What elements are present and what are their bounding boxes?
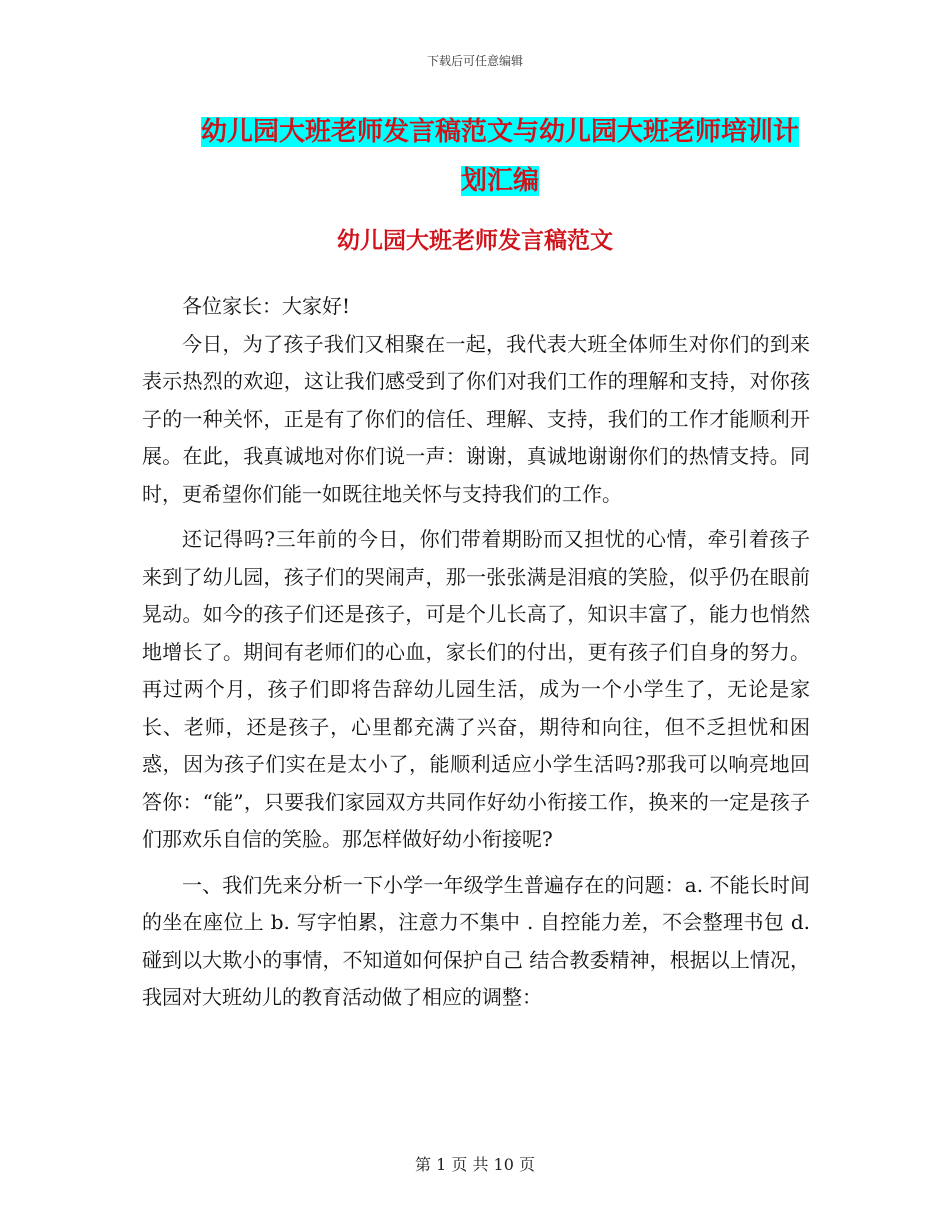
paragraph: 还记得吗?三年前的今日，你们带着期盼而又担忧的心情，牵引着孩子来到了幼儿园，孩子们的哭闹声，那一张张满是泪痕的笑脸，似乎仍在眼前晃动。如今的孩子们还是孩子，可是个儿长高了，知识丰富了，能力也悄然地增长了。期间有老师们的心血，家长们的付出，更有孩子们自身的努力。 再过两个月，孩子们即将告辞幼儿园生活，成为一个小学生了，无论是家长、老师，还是孩子，心里都充满了兴奋，期待和向往，但不乏担忧和困惑，因为孩子们实在是太小了，能顺利适应小学生活吗?那我可以响亮地回答你：“能”，只要我们家园双方共同作好幼小衔接工作，换来的一定是孩子们那欢乐自信的笑脸。那怎样做好幼小衔接呢?: [142, 527, 810, 851]
paragraph: 一、我们先来分析一下小学一年级学生普遍存在的问题：a. 不能长时间的坐在座位上 b. 写字怕累，注意力不集中 . 自控能力差，不会整理书包 d. 碰到以大欺小的事情，不知道如何保护自己 结合教委精神，根据以上情况，我园对大班幼儿的教育活动做了相应的调整：: [142, 872, 810, 1009]
document-title: [190, 108, 810, 206]
document-title-text: 幼儿园大班老师发言稿范文与幼儿园大班老师培训计划汇编: [200, 117, 799, 196]
document-body: [142, 288, 810, 1017]
page-footer: 第 1 页 共 10 页: [415, 1155, 535, 1174]
paragraph: 今日，为了孩子我们又相聚在一起，我代表大班全体师生对你们的到来表示热烈的欢迎，这让我们感受到了你们对我们工作的理解和支持，对你孩子的一种关怀，正是有了你们的信任、理解、支持，我们的工作才能顺利开展。在此，我真诚地对你们说一声：谢谢，真诚地谢谢你们的热情支持。同时，更希望你们能一如既往地关怀与支持我们的工作。: [142, 331, 810, 506]
paragraph-greeting: 各位家长：大家好!: [182, 294, 351, 318]
section-title: 幼儿园大班老师发言稿范文: [337, 228, 613, 254]
header-note: 下载后可任意编辑: [426, 54, 523, 68]
